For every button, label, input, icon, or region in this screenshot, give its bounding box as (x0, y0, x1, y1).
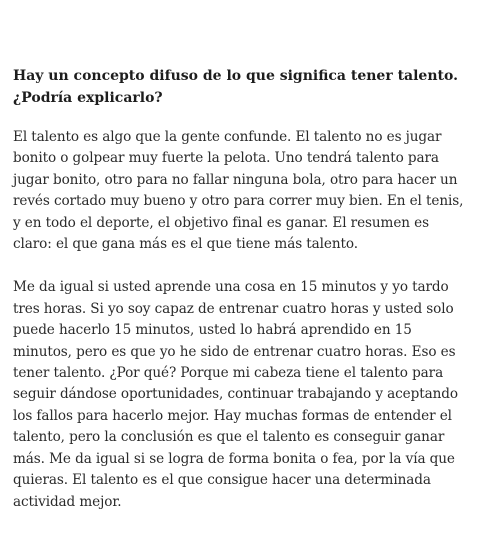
article-body (13, 65, 471, 535)
answer-paragraph-2: Me da igual si usted aprende una cosa en 15 minutos y yo tardo tres horas. Si yo soy capaz de entrenar cuatro horas y usted solo puede hacerlo 15 minutos, usted lo habrá aprendido en 15 minutos, pero es que yo he sido de entrenar cuatro horas. Eso es tener talento. ¿Por qué? Porque mi cabeza tiene el talento para seguir dándose oportunidades, continuar trabajando y aceptando los fallos para hacerlo mejor. Hay muchas formas de entender el talento, pero la conclusión es que el talento es conseguir ganar más. Me da igual si se logra de forma bonita o fea, por la vía que quieras. El talento es el que consigue hacer una determinada actividad mejor. (13, 279, 458, 510)
answer-paragraph-1: El talento es algo que la gente confunde. El talento no es jugar bonito o golpear muy fuerte la pelota. Uno tendrá talento para jugar bonito, otro para no fallar ninguna bola, otro para hacer un revés cortado muy bueno y otro para correr muy bien. En el tenis, y en todo el deporte, el objetivo final es ganar. El resumen es claro: el que gana más es el que tiene más talento. (13, 129, 464, 253)
interview-question: Hay un concepto difuso de lo que significa tener talento. ¿Podría explicarlo? (13, 68, 458, 106)
